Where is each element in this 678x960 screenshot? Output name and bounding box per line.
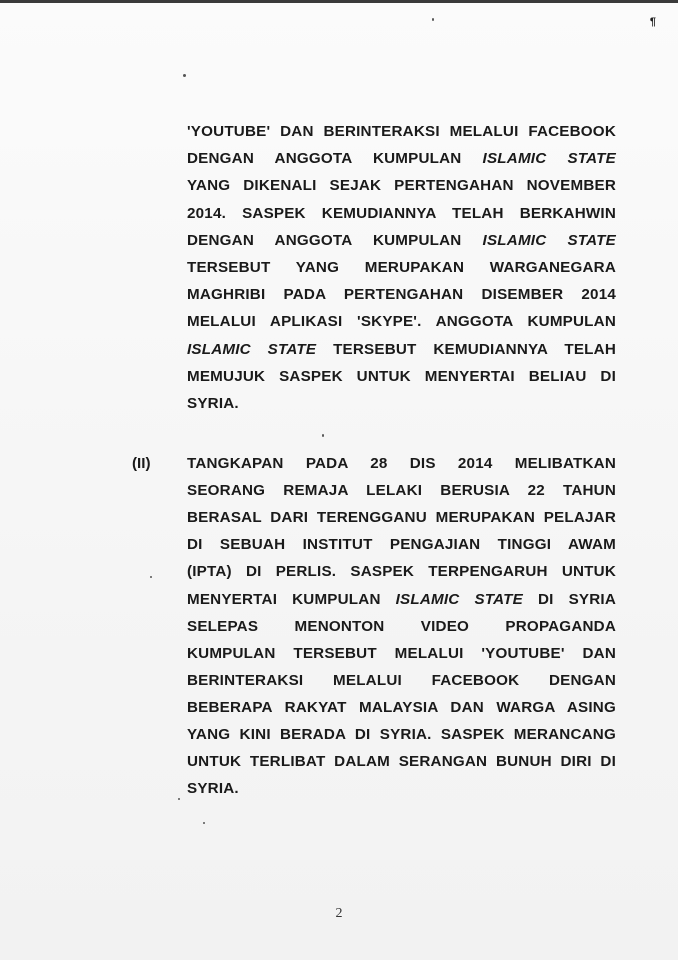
- italic-term: ISLAMIC STATE: [482, 150, 616, 168]
- text-line: [187, 177, 616, 194]
- text-segment: SYRIA.: [187, 780, 239, 798]
- text-segment: SEORANG REMAJA LELAKI BERUSIA 22 TAHUN: [187, 482, 616, 500]
- italic-term: ISLAMIC STATE: [482, 231, 616, 249]
- text-segment: BEBERAPA RAKYAT MALAYSIA DAN WARGA ASING: [187, 698, 616, 716]
- text-segment: MEMUJUK SASPEK UNTUK MENYERTAI BELIAU DI: [187, 367, 616, 385]
- text-segment: SYRIA.: [187, 395, 239, 412]
- text-line: [187, 563, 616, 580]
- text-segment: BERINTERAKSI MELALUI FACEBOOK DENGAN: [187, 671, 616, 689]
- text-segment: MENYERTAI KUMPULAN: [187, 590, 396, 608]
- text-line: [187, 368, 616, 385]
- text-line: [187, 259, 616, 276]
- text-line: [187, 780, 239, 797]
- text-line: [187, 591, 616, 608]
- text-line: [187, 699, 616, 716]
- scan-speck: [432, 18, 434, 21]
- text-line: [187, 536, 616, 553]
- text-segment: YANG KINI BERADA DI SYRIA. SASPEK MERANCANG: [187, 726, 616, 743]
- text-segment: BERASAL DARI TERENGGANU MERUPAKAN PELAJAR: [187, 509, 616, 527]
- corner-mark: ¶: [649, 16, 656, 28]
- text-line: [187, 232, 616, 249]
- text-line: [187, 726, 616, 743]
- text-line: [187, 341, 616, 358]
- scan-speck: [150, 576, 152, 578]
- text-line: [187, 482, 616, 499]
- text-segment: DI SYRIA: [523, 590, 617, 608]
- text-segment: SELEPAS MENONTON VIDEO PROPAGANDA: [187, 617, 616, 635]
- text-line: [187, 455, 616, 472]
- scan-speck: [183, 74, 186, 77]
- text-line: [187, 672, 616, 689]
- text-segment: UNTUK TERLIBAT DALAM SERANGAN BUNUH DIRI DI: [187, 753, 616, 771]
- text-line: [187, 618, 616, 635]
- text-segment: DENGAN ANGGOTA KUMPULAN: [187, 231, 483, 249]
- text-segment: 2014. SASPEK KEMUDIANNYA TELAH BERKAHWIN: [187, 204, 616, 222]
- text-line: [187, 645, 616, 662]
- text-segment: MAGHRIBI PADA PERTENGAHAN DISEMBER 2014: [187, 286, 616, 304]
- text-segment: TERSEBUT KEMUDIANNYA TELAH: [316, 340, 616, 358]
- text-segment: MELALUI APLIKASI 'SKYPE'. ANGGOTA KUMPULAN: [187, 313, 616, 331]
- text-line: [187, 313, 616, 330]
- text-line: [187, 150, 616, 167]
- text-line: [187, 753, 616, 770]
- page-top-edge: [0, 0, 678, 3]
- scan-speck: [322, 434, 324, 437]
- text-line: [187, 205, 616, 222]
- text-line: [187, 509, 616, 526]
- text-line: [187, 395, 239, 412]
- text-line: [187, 123, 616, 140]
- text-segment: 'YOUTUBE' DAN BERINTERAKSI MELALUI FACEBOOK: [187, 123, 616, 140]
- text-line: [187, 286, 616, 303]
- text-segment: KUMPULAN TERSEBUT MELALUI 'YOUTUBE' DAN: [187, 644, 616, 662]
- italic-term: ISLAMIC STATE: [187, 340, 317, 358]
- text-segment: TERSEBUT YANG MERUPAKAN WARGANEGARA: [187, 259, 616, 276]
- list-marker: (II): [132, 455, 151, 472]
- scan-speck: [178, 798, 180, 800]
- text-segment: DENGAN ANGGOTA KUMPULAN: [187, 150, 483, 168]
- text-segment: TANGKAPAN PADA 28 DIS 2014 MELIBATKAN: [187, 455, 616, 472]
- scan-speck: [203, 822, 205, 824]
- page-number: 2: [335, 906, 343, 921]
- text-segment: DI SEBUAH INSTITUT PENGAJIAN TINGGI AWAM: [187, 536, 616, 554]
- text-segment: YANG DIKENALI SEJAK PERTENGAHAN NOVEMBER: [187, 177, 616, 195]
- italic-term: ISLAMIC STATE: [395, 590, 523, 608]
- text-segment: (IPTA) DI PERLIS. SASPEK TERPENGARUH UNTUK: [187, 563, 616, 581]
